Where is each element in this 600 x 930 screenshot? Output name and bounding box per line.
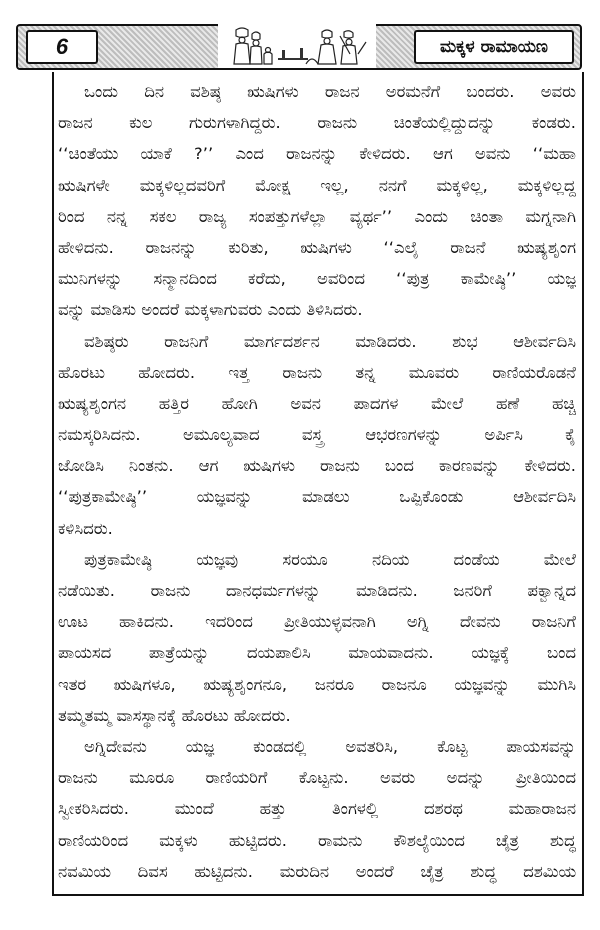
ramayana-figures-illustration-icon [218,24,376,68]
text-line: ತಮ್ಮತಮ್ಮ ವಾಸಸ್ಥಾನಕ್ಕೆ ಹೊರಟು ಹೋದರು. [58,705,291,725]
text-line: ಪಾಯಸದ ಪಾತ್ರೆಯನ್ನು ದಯಪಾಲಿಸಿ ಮಾಯವಾದನು. ಯಜ್ಞಕ್ಕೆ ಬಂದ [58,643,576,663]
text-line: ‘‘ಚಿಂತೆಯು ಯಾಕೆ ?’’ ಎಂದ ರಾಜನನ್ನು ಕೇಳಿದರು. ಆಗ ಅವನು ‘‘ಮಹಾ [58,144,576,164]
text-line: ಜೋಡಿಸಿ ನಿಂತನು. ಆಗ ಋಷಿಗಳು ರಾಜನು ಬಂದ ಕಾರಣವನ್ನು ಕೇಳಿದರು. [58,456,576,476]
text-line: ರಾಜನು ಮೂರೂ ರಾಣಿಯರಿಗೆ ಕೊಟ್ಟನು. ಅವರು ಅದನ್ನು ಪ್ರೀತಿಯಿಂದ [58,768,576,788]
text-line: ಮುನಿಗಳನ್ನು ಸನ್ಮಾನದಿಂದ ಕರೆದು, ಅವರಿಂದ ‘‘ಪುತ್ರ ಕಾಮೇಷ್ಠಿ’’ ಯಜ್ಞ [58,269,576,289]
book-title: ಮಕ್ಕಳ ರಾಮಾಯಣ [439,37,548,57]
text-line: ಒಂದು ದಿನ ವಶಿಷ್ಠ ಋಷಿಗಳು ರಾಜನ ಅರಮನೆಗೆ ಬಂದರು. ಅವರು [84,82,576,101]
paragraph-3 [58,544,576,731]
page-number-box [26,30,98,64]
text-line: ಊಟ ಹಾಕಿದನು. ಇದರಿಂದ ಪ್ರೀತಿಯುಳ್ಳವನಾಗಿ ಅಗ್ನಿ ದೇವನು ರಾಜನಿಗೆ [58,612,576,632]
text-line: ಕಳಿಸಿದರು. [58,518,113,538]
paragraph-1 [58,76,576,326]
text-line: ಹೇಳಿದನು. ರಾಜನನ್ನು ಕುರಿತು, ಋಷಿಗಳು ‘‘ಎಲೈ ರಾಜನೆ ಋಷ್ಯಶೃಂಗ [58,237,576,257]
text-line: ಅಗ್ನಿದೇವನು ಯಜ್ಞ ಕುಂಡದಲ್ಲಿ ಅವತರಿಸಿ, ಕೊಟ್ಟ ಪಾಯಸವನ್ನು [84,736,576,756]
text-line: ವನ್ನು ಮಾಡಿಸು ಅಂದರೆ ಮಕ್ಕಳಾಗುವರು ಎಂದು ತಿಳಿಸಿದರು. [58,300,363,320]
text-line: ನಮಸ್ಕರಿಸಿದನು. ಅಮೂಲ್ಯವಾದ ವಸ್ತ್ರ ಆಭರಣಗಳನ್ನು ಅರ್ಪಿಸಿ ಕೈ [58,425,576,445]
text-line: ಸ್ವೀಕರಿಸಿದರು. ಮುಂದೆ ಹತ್ತು ತಿಂಗಳಲ್ಲಿ ದಶರಥ ಮಹಾರಾಜನ [58,799,576,819]
paragraph-4 [58,731,576,887]
text-line: ವಶಿಷ್ಠರು ರಾಜನಿಗೆ ಮಾರ್ಗದರ್ಶನ ಮಾಡಿದರು. ಶುಭ ಆಶೀರ್ವದಿಸಿ [84,331,576,351]
body-text [58,76,576,888]
text-line: ಪುತ್ರಕಾಮೇಷ್ಠಿ ಯಜ್ಞವು ಸರಯೂ ನದಿಯ ದಂಡೆಯ ಮೇಲೆ [84,549,576,569]
text-line: ರಾಜನ ಕುಲ ಗುರುಗಳಾಗಿದ್ದರು. ರಾಜನು ಚಿಂತೆಯಲ್ಲಿದ್ದುದನ್ನು ಕಂಡರು. [58,113,576,133]
page-number: 6 [55,34,69,59]
text-line: ಇತರ ಋಷಿಗಳೂ, ಋಷ್ಯಶೃಂಗನೂ, ಜನರೂ ರಾಜನೂ ಯಜ್ಞವನ್ನು ಮುಗಿಸಿ [58,674,576,694]
page-header [16,24,582,70]
text-line: ಋಷಿಗಳೇ ಮಕ್ಕಳಿಲ್ಲದವರಿಗೆ ಮೋಕ್ಷ ಇಲ್ಲ, ನನಗೆ ಮಕ್ಕಳಿಲ್ಲ, ಮಕ್ಕಳಿಲ್ಲದ್ದ [58,175,576,195]
text-line: ನವಮಿಯ ದಿವಸ ಹುಟ್ಟಿದನು. ಮರುದಿನ ಅಂದರೆ ಚೈತ್ರ ಶುದ್ಧ ದಶಮಿಯ [58,861,576,881]
text-line: ನಡೆಯಿತು. ರಾಜನು ದಾನಧರ್ಮಗಳನ್ನು ಮಾಡಿದನು. ಜನರಿಗೆ ಪಕ್ವಾನ್ನದ [58,581,576,600]
paragraph-2 [58,326,576,544]
text-line: ರಾಣಿಯರಿಂದ ಮಕ್ಕಳು ಹುಟ್ಟಿದರು. ರಾಮನು ಕೌಶಲ್ಯೆಯಿಂದ ಚೈತ್ರ ಶುದ್ಧ [58,830,576,850]
book-title-box [414,30,574,64]
text-line: ರಿಂದ ನನ್ನ ಸಕಲ ರಾಜ್ಯ ಸಂಪತ್ತುಗಳೆಲ್ಲಾ ವ್ಯರ್ಥ’’ ಎಂದು ಚಿಂತಾ ಮಗ್ನನಾಗಿ [58,206,576,226]
text-line: ಋಷ್ಯಶೃಂಗನ ಹತ್ತಿರ ಹೋಗಿ ಅವನ ಪಾದಗಳ ಮೇಲೆ ಹಣೆ ಹಚ್ಚಿ [58,393,576,413]
text-line: ‘‘ಪುತ್ರಕಾಮೇಷ್ಠಿ’’ ಯಜ್ಞವನ್ನು ಮಾಡಲು ಒಪ್ಪಿಕೊಂಡು ಆಶೀರ್ವದಿಸಿ [58,487,576,507]
text-line: ಹೊರಟು ಹೋದರು. ಇತ್ತ ರಾಜನು ತನ್ನ ಮೂವರು ರಾಣಿಯರೊಡನೆ [58,362,576,382]
